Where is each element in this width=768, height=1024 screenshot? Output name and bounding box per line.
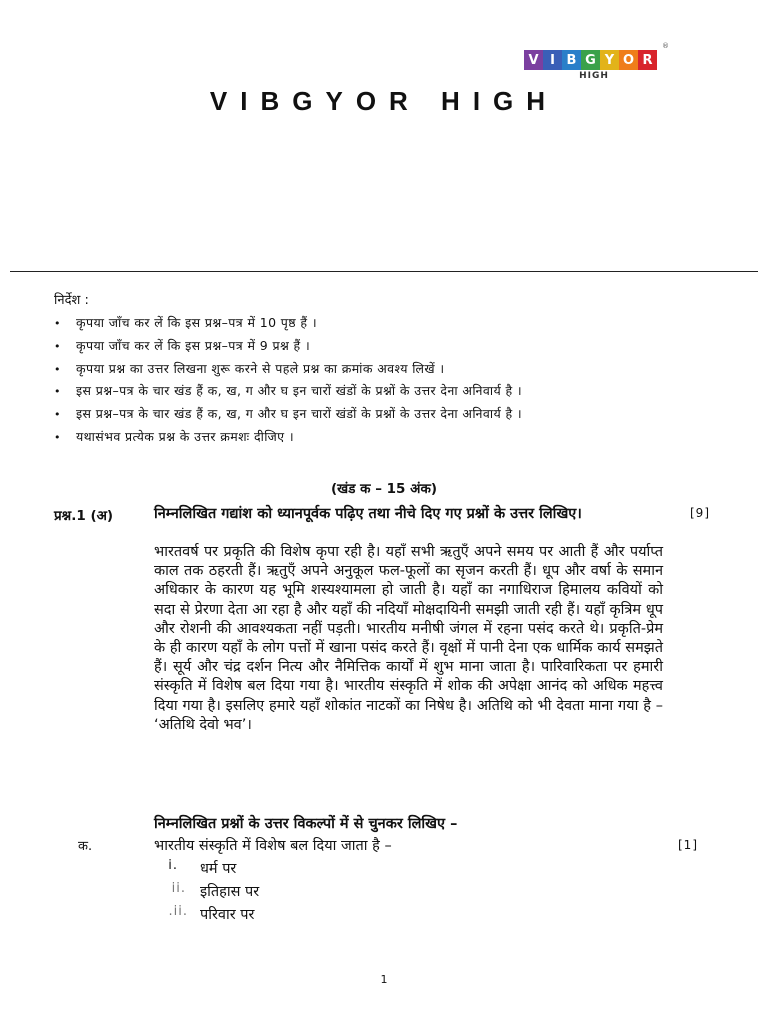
instruction-text: इस प्रश्न–पत्र के चार खंड हैं क, ख, ग और घ इन चारों खंडों के प्रश्नों के उत्तर देना अनिवार्य है । [76, 406, 523, 422]
logo-letter: R [638, 50, 657, 70]
mcq-question: भारतीय संस्कृति में विशेष बल दिया जाता है – [154, 838, 392, 854]
header-divider [10, 271, 758, 272]
mcq-option [146, 858, 236, 878]
bullet-icon: • [54, 430, 61, 444]
logo-letter: B [562, 50, 581, 70]
passage-text: भारतवर्ष पर प्रकृति की विशेष कृपा रही है। यहाँ सभी ऋतुएँ अपने समय पर आती हैं और पर्याप्त काल तक ठहरती हैं। ऋतुएँ अपने अनुकूल फल-फूलों का सृजन करती हैं। धूप और वर्षा के समान अधिकार के कारण यह भूमि शस्यश्यामला हो जाती है। यहाँ का नगाधिराज हिमालय कवियों को सदा से प्रेरणा देता आ रहा है और यहाँ की नदियाँ मोक्षदायिनी समझी जाती रही हैं। यहाँ कृत्रिम धूप और रोशनी की आवश्यकता नहीं पड़ती। भारतीय मनीषी जंगल में रहना पसंद करते थे। प्रकृति-प्रेम के ही कारण यहाँ के लोग पत्तों में खाना पसंद करते हैं। वृक्षों में पानी देना एक धार्मिक कार्य समझते हैं। सूर्य और चंद्र दर्शन नित्य और नैमित्तिक कार्यों में शुभ माना जाता है। पारिवारिकता पर हमारी संस्कृति में विशेष बल दिया गया है। भारतीय संस्कृति में शोक की अपेक्षा आनंद को अधिक महत्त्व दिया गया है। इसलिए हमारे यहाँ शोकांत नाटकों का निषेध है। अतिथि को भी देवता माना गया है – ‘अतिथि देवो भव’। [154, 544, 663, 733]
question-heading: निम्नलिखित गद्यांश को ध्यानपूर्वक पढ़िए तथा नीचे दिए गए प्रश्नों के उत्तर लिखिए। [154, 506, 582, 522]
instruction-text: कृपया जाँच कर लें कि इस प्रश्न–पत्र में 9 प्रश्न हैं । [76, 337, 311, 353]
page-title: VIBGYOR HIGH [209, 86, 559, 116]
mcq-option [146, 904, 254, 924]
section-heading: (खंड क – 15 अंक) [331, 481, 437, 497]
instruction-item [54, 358, 734, 381]
mcq-option [146, 881, 259, 901]
instruction-text: इस प्रश्न–पत्र के चार खंड हैं क, ख, ग और घ इन चारों खंडों के प्रश्नों के उत्तर देना अनिवार्य है । [76, 383, 523, 399]
instruction-text: यथासंभव प्रत्येक प्रश्न के उत्तर क्रमशः दीजिए । [76, 428, 294, 444]
bullet-icon: • [54, 408, 61, 422]
instruction-text: कृपया प्रश्न का उत्तर लिखना शुरू करने से पहले प्रश्न का क्रमांक अवश्य लिखें । [76, 360, 445, 376]
logo-letter: G [581, 50, 600, 70]
option-number: i. [168, 858, 178, 873]
option-text: धर्म पर [200, 861, 237, 877]
question-marks: [9] [690, 506, 710, 520]
option-text: इतिहास पर [200, 884, 260, 900]
logo-letter: V [524, 50, 543, 70]
option-text: परिवार पर [200, 907, 255, 923]
vibgyor-logo [524, 50, 664, 84]
instruction-text: कृपया जाँच कर लें कि इस प्रश्न–पत्र में 10 पृष्ठ हैं । [76, 315, 317, 330]
page-number: 1 [380, 973, 388, 986]
option-number: ii. [171, 881, 186, 896]
mcq-label: क. [78, 839, 93, 854]
instruction-item [54, 426, 734, 449]
bullet-icon: • [54, 339, 61, 353]
instruction-item [54, 380, 734, 403]
bullet-icon: • [54, 362, 61, 376]
instruction-item [54, 403, 734, 426]
logo-letter: Y [600, 50, 619, 70]
instructions-list [54, 312, 734, 449]
mcq-marks: [1] [678, 838, 698, 852]
logo-subtitle: HIGH [579, 71, 609, 81]
instructions-heading: निर्देश : [54, 293, 89, 308]
bullet-icon: • [54, 317, 61, 330]
option-number: .ii. [168, 904, 188, 919]
registered-mark: ® [662, 42, 669, 50]
logo-letter: O [619, 50, 638, 70]
bullet-icon: • [54, 385, 61, 399]
logo-letter: I [543, 50, 562, 70]
question-label: प्रश्न.1 (अ) [54, 508, 114, 524]
mcq-heading: निम्नलिखित प्रश्नों के उत्तर विकल्पों में से चुनकर लिखिए – [154, 816, 458, 832]
instruction-item [54, 335, 734, 358]
instruction-item [54, 312, 734, 335]
logo-letter-boxes [524, 50, 664, 70]
